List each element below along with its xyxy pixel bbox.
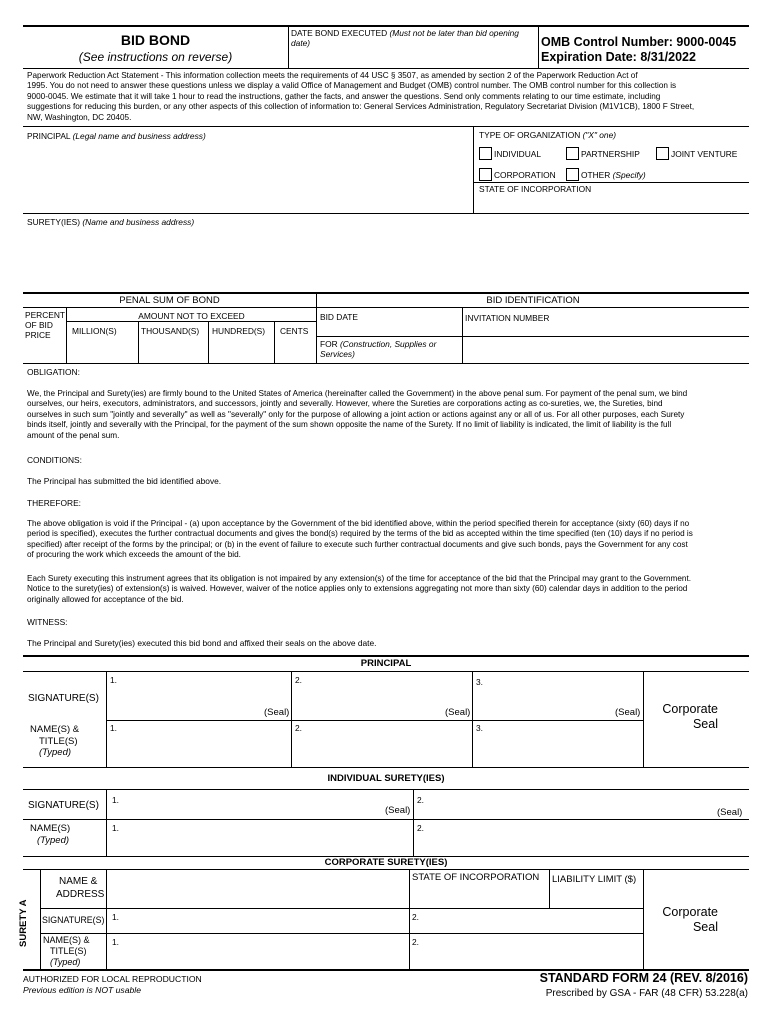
- bid-date-field[interactable]: [318, 323, 461, 335]
- surety-state-field[interactable]: [411, 885, 548, 907]
- principal-corporate-seal: Corporate Seal: [662, 702, 718, 731]
- obligation-heading: OBLIGATION:: [27, 367, 80, 377]
- principal-field[interactable]: [25, 143, 471, 213]
- individual-surety-title: INDIVIDUAL SURETY(IES): [327, 773, 445, 784]
- surety-field[interactable]: [25, 229, 745, 289]
- millions-field[interactable]: [68, 338, 137, 361]
- cents-label: CENTS: [280, 326, 309, 336]
- bid-date-label: BID DATE: [320, 312, 359, 322]
- principal-name-3-number: 3.: [476, 723, 483, 733]
- joint-venture-label: JOINT VENTURE: [671, 149, 738, 159]
- expiration-date: Expiration Date: 8/31/2022: [541, 50, 696, 64]
- corporate-surety-title: CORPORATE SURETY(IES): [324, 857, 448, 868]
- for-label-note: Services): [320, 349, 355, 359]
- corporation-label: CORPORATION: [494, 170, 556, 180]
- percent-label-1: PERCENT: [25, 310, 66, 320]
- joint-venture-checkbox[interactable]: [656, 147, 669, 160]
- surety-corporate-seal: Corporate Seal: [662, 905, 718, 934]
- witness-heading: WITNESS:: [27, 617, 68, 627]
- conditions-heading: CONDITIONS:: [27, 455, 82, 465]
- cents-field[interactable]: [276, 338, 315, 361]
- principal-signature-1-field[interactable]: [108, 673, 290, 719]
- bid-identification-title: BID IDENTIFICATION: [486, 295, 580, 306]
- conditions-text: The Principal has submitted the bid identified above.: [27, 476, 222, 486]
- principal-name-1-field[interactable]: [108, 734, 290, 766]
- millions-label: MILLION(S): [72, 326, 117, 336]
- surety-state-label: STATE OF INCORPORATION: [412, 872, 540, 883]
- surety-a-label: SURETY A: [18, 899, 29, 947]
- prescribed-by: Prescribed by GSA - FAR (48 CFR) 53.228(a): [545, 988, 748, 999]
- individual-seal-1: (Seal): [385, 805, 411, 816]
- principal-names-label: NAME(S) & TITLE(S) (Typed): [30, 724, 80, 758]
- individual-sig-1-number: 1.: [112, 795, 119, 805]
- principal-seal-3: (Seal): [615, 707, 641, 718]
- individual-sig-2-number: 2.: [417, 795, 424, 805]
- principal-name-2-number: 2.: [295, 723, 302, 733]
- individual-names-label: NAME(S) (Typed): [30, 823, 71, 846]
- omb-control-number: OMB Control Number: 9000-0045: [541, 35, 737, 49]
- hundreds-field[interactable]: [210, 338, 273, 361]
- individual-name-1-number: 1.: [112, 823, 119, 833]
- surety-names-label: NAME(S) & TITLE(S) (Typed): [43, 935, 90, 967]
- surety-signatures-label: SIGNATURE(S): [42, 915, 105, 925]
- surety-name-2-number: 2.: [412, 937, 419, 947]
- date-executed-note: date): [291, 38, 311, 48]
- individual-signature-1-field[interactable]: [108, 791, 412, 818]
- obligation-text: We, the Principal and Surety(ies) are firmly bound to the United States of America (hereinafter called the Government) in the above penal sum. For payment of the penal sum, we bind ourselves, our heirs, executors, administrators, and successors, jointly and severally. However, where the Sureties are corporations acting as co-sureties, we, the Sureties, bind ourselves in such sum "jointly and severally" as well as "severally" only for the purpose of allowing a joint action or actions against any or all of us. For all other purposes, each Surety binds itself, jointly and severally with the Principal, for the payment of the sum shown opposite the name of the Surety. If no limit of liability is indicated, the limit of liability is the full amount of the penal sum.: [27, 389, 688, 440]
- principal-name-2-field[interactable]: [293, 734, 471, 766]
- individual-signature-2-field[interactable]: [415, 791, 747, 818]
- percent-label-2: OF BID: [25, 320, 53, 330]
- invitation-number-field[interactable]: [464, 324, 747, 335]
- name-address-label: NAME & ADDRESS: [56, 876, 105, 900]
- principal-sig-1-number: 1.: [110, 675, 117, 685]
- extension-text: Each Surety executing this instrument agrees that its obligation is not impaired by any extension(s) of the time for acceptance of the bid that the Principal may grant to the Government. Notice to the surety(ies) of extension(s) is waived. However, waiver of the notice applies only to extensions aggregating not more than sixty (60) calendar days in addition to the period originally allowed for acceptance of the bid.: [27, 574, 691, 604]
- therefore-heading: THEREFORE:: [27, 498, 81, 508]
- state-of-incorporation-label: STATE OF INCORPORATION: [479, 184, 592, 194]
- individual-name-2-number: 2.: [417, 823, 424, 833]
- surety-name-1-field[interactable]: [108, 947, 408, 969]
- individual-checkbox[interactable]: [479, 147, 492, 160]
- liability-limit-label: LIABILITY LIMIT ($): [552, 874, 637, 885]
- surety-name-address-field[interactable]: [108, 871, 408, 907]
- surety-sig-1-number: 1.: [112, 912, 119, 922]
- principal-seal-1: (Seal): [264, 707, 290, 718]
- surety-name-1-number: 1.: [112, 937, 119, 947]
- paperwork-statement: Paperwork Reduction Act Statement - This information collection meets the requirements of 44 USC § 3507, as amended by section 2 of the Paperwork Reduction Act of 1995. You do not need to answer these questions unless we display a valid Office of Management and Budget (OMB) control number. The OMB control number for this collection is 9000-0045. We estimate that it will take 1 hour to read the instructions, gather the facts, and answer the questions. Send only comments relating to our time estimate, including suggestions for reducing this burden, or any other aspects of this collection of information to: General Services Administration, Regulatory Secretariat Division (M1V1CB), 1800 F Street, NW, Washington, DC 20405.: [27, 71, 695, 122]
- thousands-field[interactable]: [140, 338, 207, 361]
- form-title: BID BOND: [120, 32, 191, 48]
- standard-form-number: STANDARD FORM 24 (REV. 8/2016): [539, 971, 748, 985]
- principal-sig-2-number: 2.: [295, 675, 302, 685]
- witness-text: The Principal and Surety(ies) executed this bid bond and affixed their seals on the above date.: [27, 638, 377, 648]
- corporation-checkbox[interactable]: [479, 168, 492, 181]
- hundreds-label: HUNDRED(S): [212, 326, 266, 336]
- individual-name-2-field[interactable]: [415, 834, 747, 855]
- percent-label-3: PRICE: [25, 330, 51, 340]
- individual-seal-2: (Seal): [717, 807, 743, 818]
- surety-signature-1-field[interactable]: [108, 909, 408, 932]
- principal-section-title: PRINCIPAL: [360, 658, 412, 669]
- individual-label: INDIVIDUAL: [494, 149, 542, 159]
- principal-name-3-field[interactable]: [474, 734, 642, 766]
- organization-label: TYPE OF ORGANIZATION ("X" one): [479, 130, 617, 140]
- form-subtitle: (See instructions on reverse): [78, 50, 233, 64]
- surety-signature-2-field[interactable]: [411, 909, 642, 932]
- partnership-label: PARTNERSHIP: [581, 149, 640, 159]
- other-checkbox[interactable]: [566, 168, 579, 181]
- date-executed-field[interactable]: [291, 50, 537, 66]
- principal-seal-2: (Seal): [445, 707, 471, 718]
- percent-field[interactable]: [25, 342, 65, 361]
- for-field[interactable]: [464, 338, 747, 362]
- authorized-reproduction: AUTHORIZED FOR LOCAL REPRODUCTION: [23, 974, 202, 984]
- individual-signatures-label: SIGNATURE(S): [28, 800, 99, 811]
- individual-name-1-field[interactable]: [108, 834, 412, 855]
- principal-name-1-number: 1.: [110, 723, 117, 733]
- thousands-label: THOUSAND(S): [141, 326, 200, 336]
- penal-sum-title: PENAL SUM OF BOND: [119, 295, 220, 306]
- previous-edition: Previous edition is NOT usable: [23, 985, 141, 995]
- principal-signatures-label: SIGNATURE(S): [28, 693, 99, 704]
- state-of-incorporation-field[interactable]: [476, 195, 746, 212]
- principal-label: PRINCIPAL (Legal name and business address): [27, 131, 206, 141]
- surety-label: SURETY(IES) (Name and business address): [27, 217, 195, 227]
- invitation-number-label: INVITATION NUMBER: [465, 313, 550, 323]
- surety-name-2-field[interactable]: [411, 947, 642, 969]
- partnership-checkbox[interactable]: [566, 147, 579, 160]
- amount-not-to-exceed-label: AMOUNT NOT TO EXCEED: [138, 311, 245, 321]
- for-label: FOR (Construction, Supplies or: [320, 339, 437, 349]
- other-label: OTHER (Specify): [581, 170, 646, 180]
- therefore-text: The above obligation is void if the Principal - (a) upon acceptance by the Government of the bid identified above, within the period specified therein for acceptance (sixty (60) days if no period is specified), executes the further contractual documents and gives the bond(s) required by the terms of the bid as accepted within the time specified (ten (10) days if no period is specified) after receipt of the forms by the principal; or (b) in the event of failure to execute such further contractual documents and give such bonds, pays the Government for any cost of procuring the work which exceeds the amount of the bid.: [27, 519, 693, 560]
- date-executed-label: DATE BOND EXECUTED (Must not be later than bid opening: [291, 28, 519, 38]
- surety-sig-2-number: 2.: [412, 912, 419, 922]
- principal-sig-3-number: 3.: [476, 677, 483, 687]
- liability-limit-field[interactable]: [551, 887, 642, 907]
